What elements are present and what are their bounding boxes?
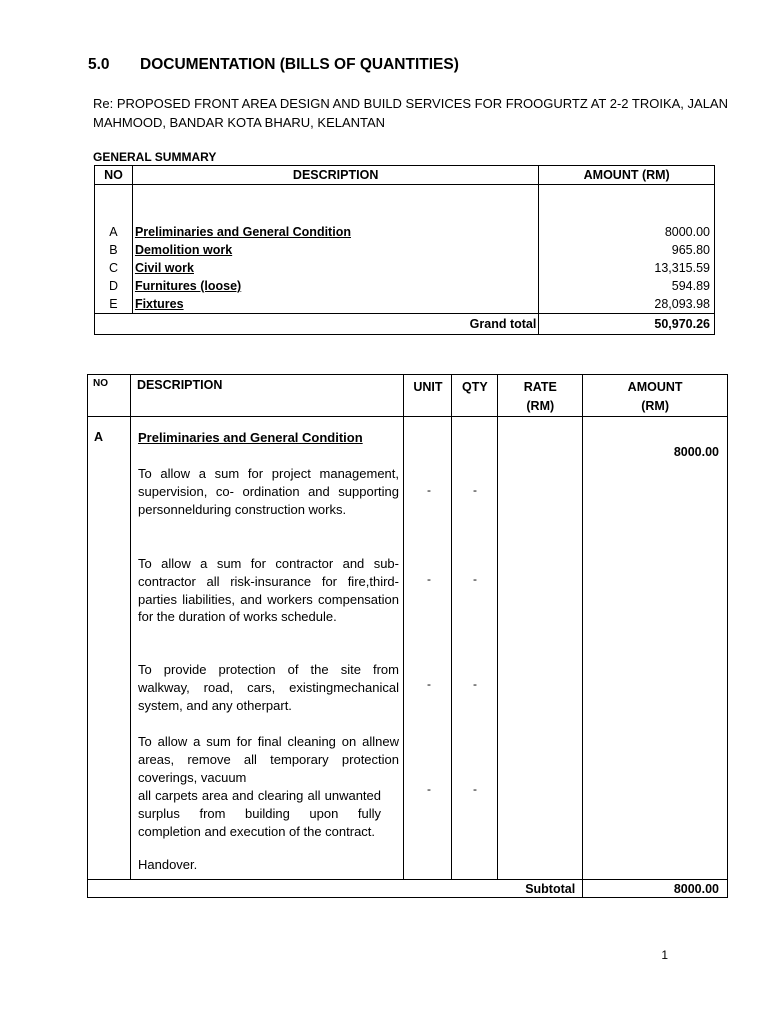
summary-row-amount: 28,093.98 (654, 297, 710, 311)
section-amount: 8000.00 (673, 445, 719, 459)
boq-header-description: DESCRIPTION (130, 375, 404, 417)
summary-no-column (95, 185, 133, 314)
general-summary-table (94, 165, 715, 335)
summary-header-description: DESCRIPTION (132, 166, 538, 185)
summary-amount-column (539, 185, 715, 314)
reference-text: Re: PROPOSED FRONT AREA DESIGN AND BUILD SERVICES FOR FROOGURTZ AT 2-2 TROIKA, JALAN MAHMOOD, BANDAR KOTA BHARU, KELANTAN (93, 96, 728, 130)
rate-line-2: (RM) (526, 399, 555, 413)
page-number: 1 (661, 948, 668, 962)
summary-header-no: NO (95, 166, 133, 185)
subtotal-label: Subtotal (88, 880, 583, 898)
boq-header-no: NO (88, 375, 131, 417)
boq-item-description: To allow a sum for final cleaning on allnew areas, remove all temporary protection coverings, vacuum (138, 734, 399, 785)
summary-row-description: Preliminaries and General Condition (134, 225, 351, 239)
boq-header-qty: QTY (452, 375, 498, 417)
boq-item-description-continued: all carpets area and clearing all unwanted surplus from building upon fully completion and execution of the contract. (138, 788, 381, 839)
summary-header-row (95, 166, 715, 185)
summary-row-amount: 594.89 (671, 279, 710, 293)
item-unit: - (427, 572, 431, 586)
summary-row-description: Fixtures (134, 297, 184, 311)
boq-item-description: To provide protection of the site from walkway, road, cars, existingmechanical system, and any otherpart. (138, 662, 399, 713)
heading-number: 5.0 (88, 56, 110, 73)
summary-row-no: C (108, 261, 118, 275)
summary-row-description: Demolition work (134, 243, 233, 257)
summary-header-amount: AMOUNT (RM) (539, 166, 715, 185)
amount-line-2: (RM) (641, 399, 669, 413)
amount-line-1: AMOUNT (627, 380, 683, 394)
item-qty: - (473, 572, 477, 586)
subtotal-value: 8000.00 (583, 880, 728, 898)
summary-grand-total-row (95, 314, 715, 335)
boq-header-amount (583, 375, 728, 417)
item-qty: - (473, 677, 477, 691)
heading-title: DOCUMENTATION (BILLS OF QUANTITIES) (140, 56, 459, 73)
boq-item-description: To allow a sum for contractor and sub-contractor all risk-insurance for fire,third-parties liabilities, and workers compensation for the duration of works schedule. (138, 556, 399, 625)
summary-description-column (132, 185, 538, 314)
summary-row-amount: 13,315.59 (654, 261, 710, 275)
document-heading (88, 56, 459, 74)
summary-body-row (95, 185, 715, 314)
item-qty: - (473, 483, 477, 497)
boq-item-description: To allow a sum for project management, supervision, co- ordination and supporting personnelduring construction works. (138, 466, 399, 517)
summary-row-no: A (109, 225, 118, 239)
item-unit: - (427, 677, 431, 691)
summary-row-no: B (109, 243, 118, 257)
summary-row-no: E (109, 297, 118, 311)
rate-line-1: RATE (523, 380, 557, 394)
summary-row-amount: 8000.00 (664, 225, 710, 239)
general-summary-label: GENERAL SUMMARY (93, 150, 217, 164)
boq-rate-cell (498, 417, 583, 880)
summary-row-amount: 965.80 (671, 243, 710, 257)
summary-row-no: D (108, 279, 118, 293)
section-no: A (94, 430, 104, 444)
handover-text: Handover. (138, 857, 198, 872)
grand-total-label: Grand total (95, 314, 539, 335)
grand-total-value: 50,970.26 (539, 314, 715, 335)
boq-header-rate (498, 375, 583, 417)
item-unit: - (427, 782, 431, 796)
boq-no-cell (88, 417, 131, 880)
summary-row-description: Furnitures (loose) (134, 279, 242, 293)
item-unit: - (427, 483, 431, 497)
summary-row-description: Civil work (134, 261, 194, 275)
item-qty: - (473, 782, 477, 796)
boq-amount-cell (583, 417, 728, 880)
boq-header-unit: UNIT (404, 375, 452, 417)
boq-header-row (88, 375, 728, 417)
boq-subtotal-row (88, 880, 728, 898)
section-title: Preliminaries and General Condition (138, 430, 363, 445)
